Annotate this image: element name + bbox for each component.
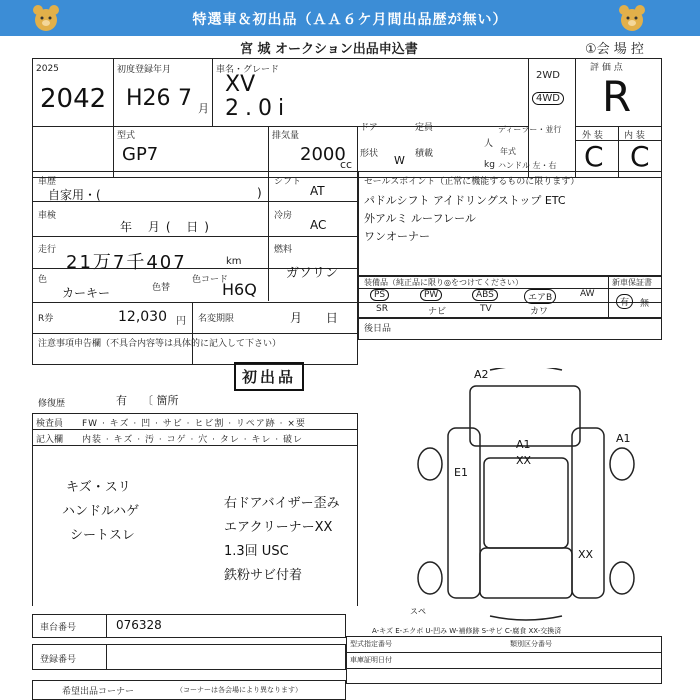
note-right-3: 1.3回 USC	[224, 544, 289, 559]
form-title: 宮 城 オークション出品申込書	[240, 42, 418, 57]
roof-outline	[484, 458, 568, 548]
banner-text: 特選車＆初出品（ＡＡ６ケ月間出品歴が無い）	[192, 12, 508, 28]
plate-label: 登録番号	[40, 655, 77, 665]
first-reg-label: 初度登録年月	[117, 65, 172, 75]
equip-tv: TV	[480, 304, 492, 314]
model-grade: 2.0i	[225, 96, 291, 121]
damage-diagram	[410, 368, 650, 628]
plate-box	[32, 644, 346, 670]
note-left-3: シートスレ	[70, 528, 135, 543]
fuel-value: ガソリン	[286, 266, 339, 281]
displacement-label: 排気量	[272, 131, 300, 141]
right-side-outline	[572, 428, 604, 598]
color-label: 色	[38, 275, 48, 285]
note-left-2: ハンドルハゲ	[62, 504, 140, 519]
notes-label: 注意事項申告欄（不具合内容等は具体的に記入して下さい）	[38, 339, 282, 349]
mark-a1-right: A1	[616, 432, 631, 445]
warranty-yes: 有	[616, 294, 633, 309]
lot-code: 2025	[36, 64, 59, 74]
note-right-1: 右ドアバイザー歪み	[224, 496, 340, 511]
shift-value: AT	[310, 184, 325, 198]
mark-xx-right: XX	[578, 548, 594, 561]
first-listing-stamp: 初出品	[234, 362, 304, 391]
equip-abs: ABS	[472, 289, 498, 301]
front-left-wheel	[418, 448, 442, 480]
chassis-number: 076328	[116, 618, 162, 632]
rear-right-wheel	[610, 562, 634, 594]
mileage-value: 21万7千407	[66, 252, 187, 273]
drive-2wd: 2WD	[536, 70, 560, 81]
interior-grade: C	[630, 140, 650, 173]
mark-a1-hood: A1	[516, 438, 531, 451]
fuel-label: 燃料	[274, 245, 293, 255]
diagram-legend: A-キズ E-エクボ U-凹み W-補修跡 S-サビ C-腐食 XX-交換済	[372, 627, 562, 635]
sales-point-1: パドルシフト アイドリングストップ ETC	[364, 194, 566, 207]
mark-xx-hood: XX	[516, 454, 532, 467]
model-label: 車名・グレード	[216, 65, 280, 75]
teddy-bear-icon	[616, 2, 648, 34]
name-change-label: 名変期限	[198, 314, 235, 324]
rear-seat-box	[358, 318, 662, 340]
teddy-bear-icon	[30, 2, 62, 34]
checklist-row-1: FW · キズ · 凹 · サビ · ヒビ割 · リペア跡 · ×要	[82, 419, 306, 429]
lot-number: 2042	[40, 84, 107, 114]
sales-points-label: セールスポイント（正常に機能するものに限ります）	[364, 177, 580, 187]
mark-a2: A2	[474, 368, 489, 381]
note-right-2: エアクリーナーXX	[224, 520, 333, 535]
capacity-label: 定員	[415, 123, 434, 133]
auction-sheet: 宮 城 オークション出品申込書 ①会 場 控 2025 2042 初度登録年月 H26 7 月 車名・グレード XV 2.0i 2WD 4WD 評 価 点 R 外 装 内 装 C C 型式 GP7 排気量 2000 cc ドア 定員 人 ディーラー・並行 年式 形状 W 積載 kg ハンドル 左・右 車歴 自家用・( ) シフト AT 車検 年 月( 日) 冷房 AC 走行 21万7千407 km 燃料 ガソリン 色 カーキー 色替 色コード H6Q R券 12,030 円 名変期限 月 日 注意事項申告欄（不具合内容等は具体的に記入して下さい） 初出品 修復歴 有 〔 箇所 検査員 記入欄 FW · キズ · 凹 · サビ · ヒビ割 · リペア跡 · ×要 内装 · キズ · 汚 · コゲ · 穴 · タレ · キレ · 破レ キズ・スリ ハンドルハゲ シートスレ 右ドアバイザー歪み エアクリーナーXX 1.3回 USC 鉄粉サビ付着 セールスポイント（正常に機能するものに限ります） パドルシフト アイドリングストップ ETC 外アルミ ルーフレール ワンオーナー 装備品（純正品に限り◎をつけてください） 新車保証書 PS PW ABS エアB AW SR ナビ TV カワ 有 無 後日品 A2 A1 XX E1 A1 XX スペ A-キズ E-エクボ U-凹み W-補修跡 S-サビ C-腐食 XX-交換済 車台番号 076328 登録番号 型式指定番号 類別区分番号 車庫証明日付 希望出品コーナー （コーナーは各会場により異なります）	[0, 36, 700, 700]
equip-aw: AW	[580, 289, 595, 299]
rear-left-wheel	[418, 562, 442, 594]
history-value: 自家用・(	[48, 188, 101, 202]
color-code-label: 色コード	[192, 275, 229, 285]
shape-label: 形状	[360, 149, 379, 159]
rating-label: 評 価 点	[590, 63, 623, 73]
recycle-value: 12,030	[118, 309, 167, 325]
type-value: GP7	[122, 144, 159, 165]
equip-sr: SR	[376, 304, 388, 314]
sales-point-2: 外アルミ ルーフレール	[364, 212, 476, 225]
warranty-no: 無	[640, 299, 650, 309]
rating-score: R	[602, 72, 632, 121]
model-name: XV	[225, 72, 256, 97]
inspection-date: 年 月( 日)	[120, 220, 215, 234]
equip-airbag: エアB	[524, 289, 556, 304]
first-reg-month: 7	[178, 86, 192, 111]
mark-e1: E1	[454, 466, 468, 479]
equipment-label: 装備品（純正品に限り◎をつけてください）	[364, 278, 523, 287]
hood-outline	[470, 386, 580, 446]
color-value: カーキー	[62, 286, 111, 300]
equip-leather: カワ	[530, 307, 549, 317]
year-label: 年式	[500, 147, 516, 156]
handle-label: ハンドル 左・右	[498, 161, 557, 170]
exterior-label: 外 装	[582, 131, 603, 141]
dealer-label: ディーラー・並行	[498, 125, 562, 134]
ac-label: 冷房	[274, 211, 293, 221]
rear-seat-label: 後日品	[364, 324, 392, 334]
ac-value: AC	[310, 218, 327, 232]
sales-point-3: ワンオーナー	[364, 230, 430, 243]
equip-pw: PW	[420, 289, 442, 301]
top-banner	[0, 0, 700, 36]
exterior-grade: C	[584, 140, 604, 173]
venue-copy: ①会 場 控	[585, 42, 644, 57]
note-right-4: 鉄粉サビ付着	[224, 568, 303, 583]
history-label: 車歴	[38, 177, 57, 187]
equip-ps: PS	[370, 289, 389, 301]
rear-bumper	[490, 616, 562, 620]
color-code: H6Q	[222, 280, 257, 299]
checklist-row-2: 内装 · キズ · 汚 · コゲ · 穴 · タレ · キレ · 破レ	[82, 435, 303, 445]
color-change-label: 色替	[152, 283, 171, 293]
recycle-label: R券	[38, 314, 54, 324]
request-corner-label: 希望出品コーナー	[62, 687, 135, 697]
mileage-label: 走行	[38, 245, 57, 255]
shape-value: W	[394, 154, 405, 167]
left-side-outline	[448, 428, 480, 598]
front-right-wheel	[610, 448, 634, 480]
front-bumper	[490, 368, 562, 370]
first-reg-year: H26	[126, 86, 171, 111]
spec-box	[346, 636, 662, 684]
trunk-outline	[480, 548, 572, 598]
inspection-label: 車検	[38, 211, 57, 221]
door-label: ドア	[360, 123, 378, 133]
equip-navi: ナビ	[428, 307, 447, 317]
load-label: 積載	[415, 149, 434, 159]
repair-label: 修復歴	[38, 399, 66, 409]
shift-label: シフト	[274, 177, 302, 187]
repair-value: 有	[116, 394, 127, 407]
chassis-label: 車台番号	[40, 623, 77, 633]
mark-spare: スペ	[410, 607, 426, 616]
note-left-1: キズ・スリ	[66, 480, 131, 495]
interior-label: 内 装	[624, 131, 645, 141]
chassis-box	[32, 614, 346, 638]
drive-4wd: 4WD	[532, 92, 564, 105]
displacement-value: 2000	[300, 144, 346, 165]
type-label: 型式	[117, 131, 136, 141]
